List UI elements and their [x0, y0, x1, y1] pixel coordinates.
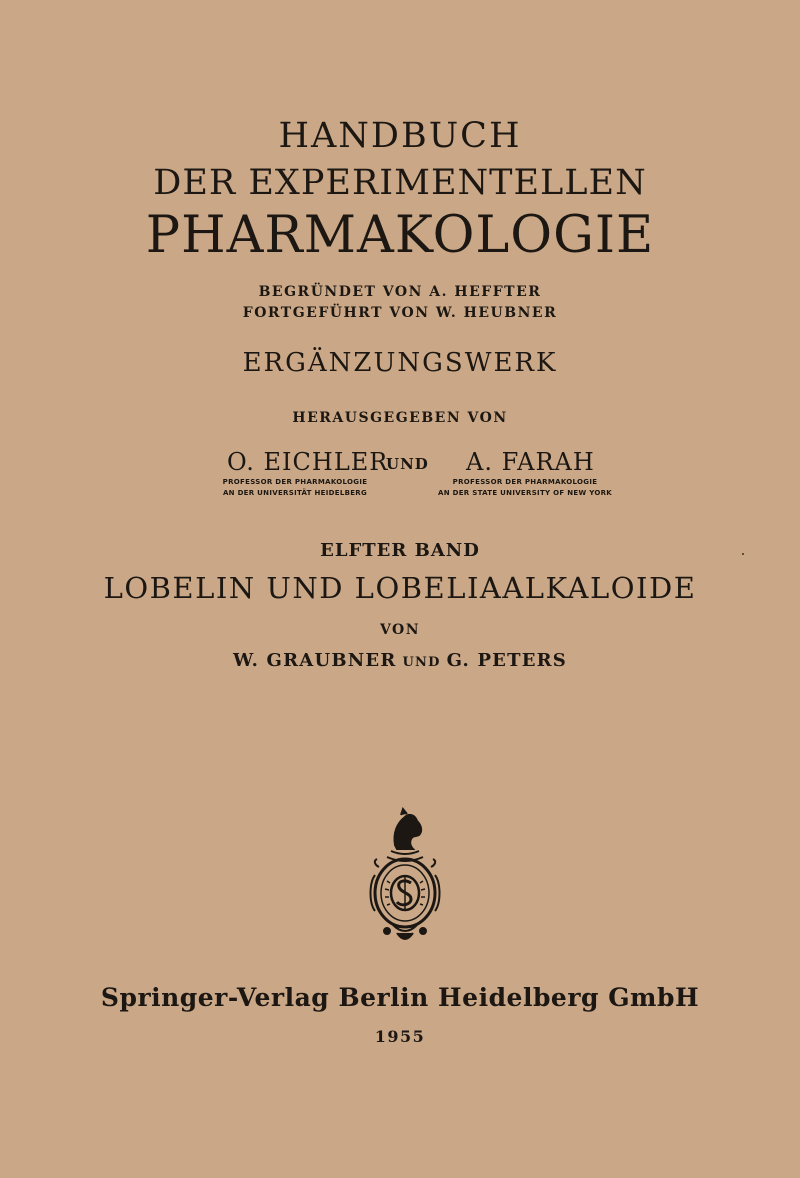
- editor-left-affiliation-1: PROFESSOR DER PHARMAKOLOGIE: [222, 478, 368, 486]
- supplement-title: ERGÄNZUNGSWERK: [242, 348, 558, 378]
- title-line-2: DER EXPERIMENTELLEN: [153, 163, 647, 203]
- publisher: Springer-Verlag Berlin Heidelberg GmbH: [100, 983, 700, 1012]
- authors-conjunction: UND: [402, 655, 441, 670]
- editors-intro: HERAUSGEGEBEN VON: [292, 410, 508, 426]
- publication-year: 1955: [374, 1027, 426, 1046]
- editor-right-affiliation: [405, 477, 645, 499]
- author-second: G. PETERS: [446, 650, 567, 671]
- editor-left-affiliation-2: AN DER UNIVERSITÄT HEIDELBERG: [222, 489, 368, 497]
- speck: [742, 553, 744, 555]
- editor-right-affiliation-2: AN DER STATE UNIVERSITY OF NEW YORK: [438, 489, 612, 497]
- main-title: PHARMAKOLOGIE: [145, 206, 655, 265]
- editor-left-name: O. EICHLER: [227, 448, 389, 476]
- founded-by: BEGRÜNDET VON A. HEFFTER: [258, 284, 542, 300]
- author-first: W. GRAUBNER: [233, 650, 397, 671]
- continued-by: FORTGEFÜHRT VON W. HEUBNER: [242, 305, 558, 321]
- editor-right-affiliation-1: PROFESSOR DER PHARMAKOLOGIE: [452, 478, 598, 486]
- authors: [0, 650, 800, 671]
- editor-right-name: A. FARAH: [466, 448, 595, 476]
- title-line-1: HANDBUCH: [278, 116, 522, 156]
- springer-knight-emblem-icon: [365, 805, 445, 950]
- editor-left-affiliation: [200, 477, 390, 499]
- by-label: VON: [379, 622, 421, 638]
- editors-conjunction: UND: [386, 455, 429, 473]
- volume-number: ELFTER BAND: [320, 540, 480, 561]
- volume-title: LOBELIN UND LOBELIAALKALOIDE: [103, 571, 697, 605]
